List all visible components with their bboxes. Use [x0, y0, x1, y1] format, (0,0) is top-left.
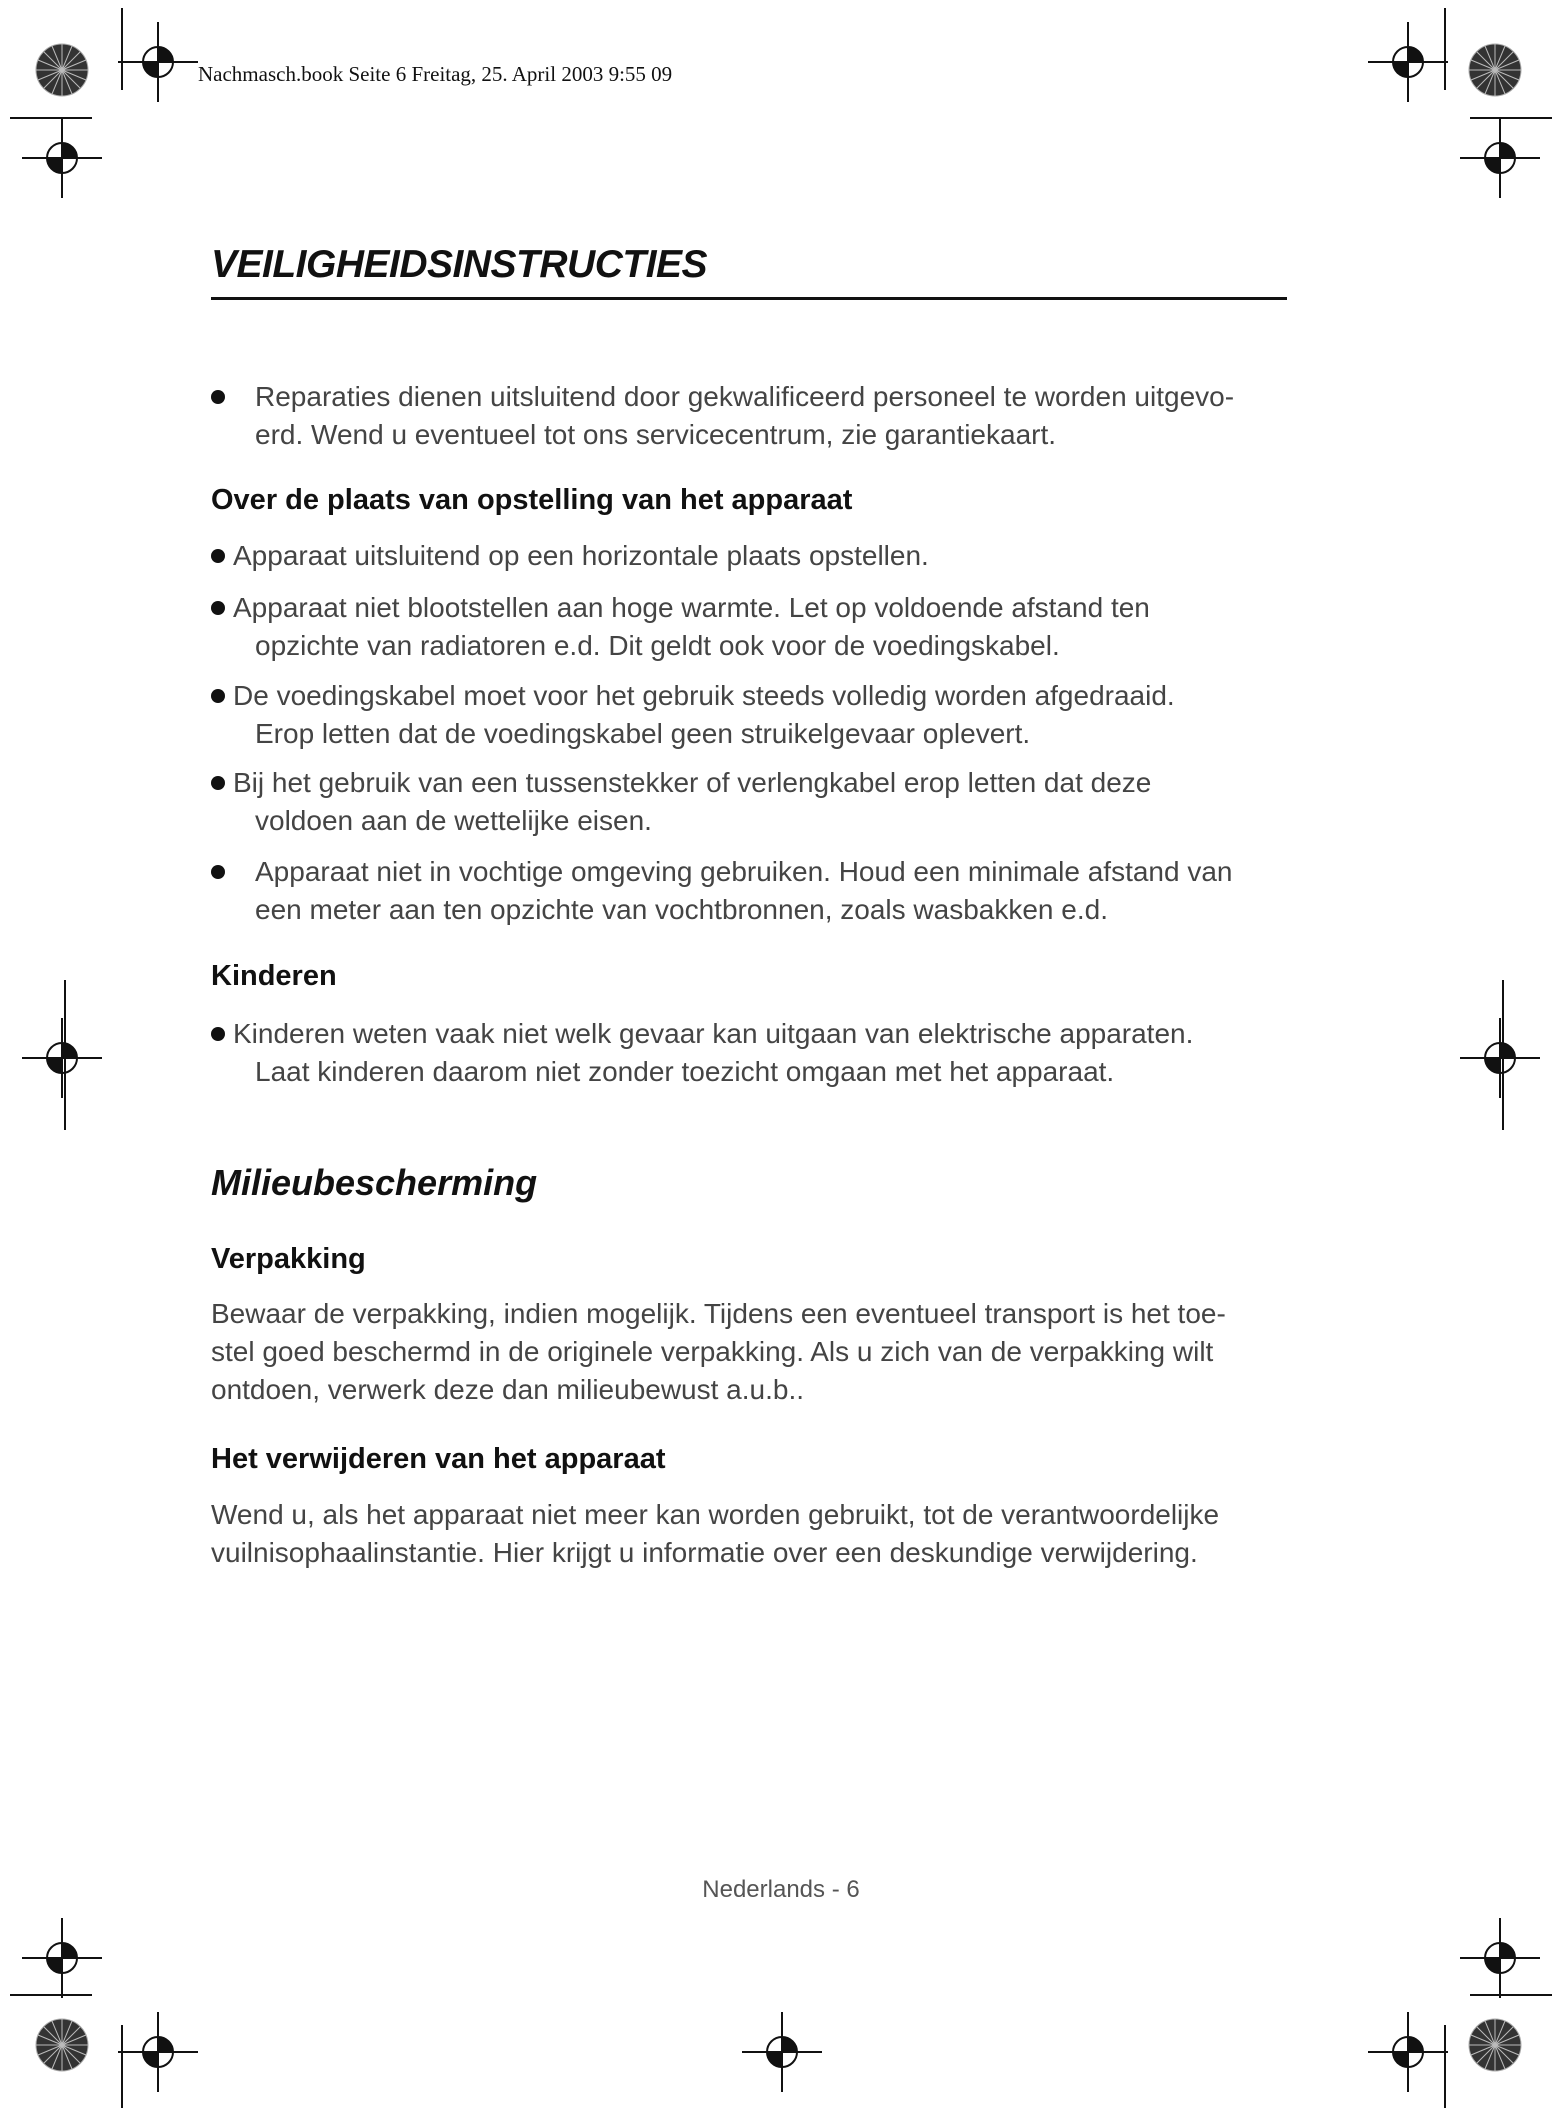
disposal-text [211, 1496, 1291, 1572]
bullet-icon [211, 865, 225, 879]
children-line-2: Laat kinderen daarom niet zonder toezicht omgaan met het apparaat. [255, 1056, 1115, 1087]
packaging-line-1: Bewaar de verpakking, indien mogelijk. Tijdens een eventueel transport is het toe- [211, 1298, 1226, 1329]
environment-title: Milieubescherming [211, 1162, 538, 1203]
bullet-icon [211, 601, 225, 615]
placement-item-3-line-1: De voedingskabel moet voor het gebruik steeds volledig worden afgedraaid. [233, 680, 1175, 711]
children-line-1: Kinderen weten vaak niet welk gevaar kan uitgaan van elektrische apparaten. [233, 1018, 1194, 1049]
placement-item-5 [211, 853, 1291, 929]
placement-item-5-line-1: Apparaat niet in vochtige omgeving gebruiken. Houd een minimale afstand van [255, 856, 1233, 887]
packaging-text [211, 1295, 1291, 1409]
children-item [211, 1015, 1291, 1091]
disposal-line-2: vuilnisophaalinstantie. Hier krijgt u informatie over een deskundige verwijdering. [211, 1537, 1198, 1568]
bullet-icon [211, 549, 225, 563]
placement-item-1 [211, 537, 1291, 575]
repairs-line-1: Reparaties dienen uitsluitend door gekwalificeerd personeel te worden uitgevo- [255, 381, 1235, 412]
bullet-icon [211, 689, 225, 703]
page-footer: Nederlands - 6 [702, 1876, 860, 1903]
repairs-item [211, 378, 1291, 454]
title-rule [211, 297, 1287, 300]
placement-heading: Over de plaats van opstelling van het apparaat [211, 484, 853, 516]
bullet-icon [211, 390, 225, 404]
disposal-line-1: Wend u, als het apparaat niet meer kan worden gebruikt, tot de verantwoordelijke [211, 1499, 1220, 1530]
disposal-heading: Het verwijderen van het apparaat [211, 1443, 666, 1475]
safety-title: VEILIGHEIDSINSTRUCTIES [211, 243, 708, 286]
print-header: Nachmasch.book Seite 6 Freitag, 25. April 2003 9:55 09 [198, 62, 673, 86]
placement-item-2 [211, 589, 1291, 665]
bullet-icon [211, 1027, 225, 1041]
packaging-line-3: ontdoen, verwerk deze dan milieubewust a.u.b.. [211, 1374, 805, 1405]
bullet-icon [211, 776, 225, 790]
placement-item-4-line-1: Bij het gebruik van een tussenstekker of verlengkabel erop letten dat deze [233, 767, 1152, 798]
placement-item-4-line-2: voldoen aan de wettelijke eisen. [255, 805, 652, 836]
placement-item-2-line-1: Apparaat niet blootstellen aan hoge warmte. Let op voldoende afstand ten [233, 592, 1150, 623]
placement-item-4 [211, 764, 1291, 840]
placement-item-2-line-2: opzichte van radiatoren e.d. Dit geldt ook voor de voedingskabel. [255, 630, 1060, 661]
placement-item-3-line-2: Erop letten dat de voedingskabel geen struikelgevaar oplevert. [255, 718, 1031, 749]
placement-item-5-line-2: een meter aan ten opzichte van vochtbronnen, zoals wasbakken e.d. [255, 894, 1108, 925]
placement-item-1-text: Apparaat uitsluitend op een horizontale plaats opstellen. [233, 540, 929, 571]
packaging-heading: Verpakking [211, 1243, 366, 1275]
repairs-line-2: erd. Wend u eventueel tot ons servicecentrum, zie garantiekaart. [255, 419, 1057, 450]
packaging-line-2: stel goed beschermd in de originele verpakking. Als u zich van de verpakking wilt [211, 1336, 1214, 1367]
placement-item-3 [211, 677, 1291, 753]
children-heading: Kinderen [211, 960, 337, 992]
